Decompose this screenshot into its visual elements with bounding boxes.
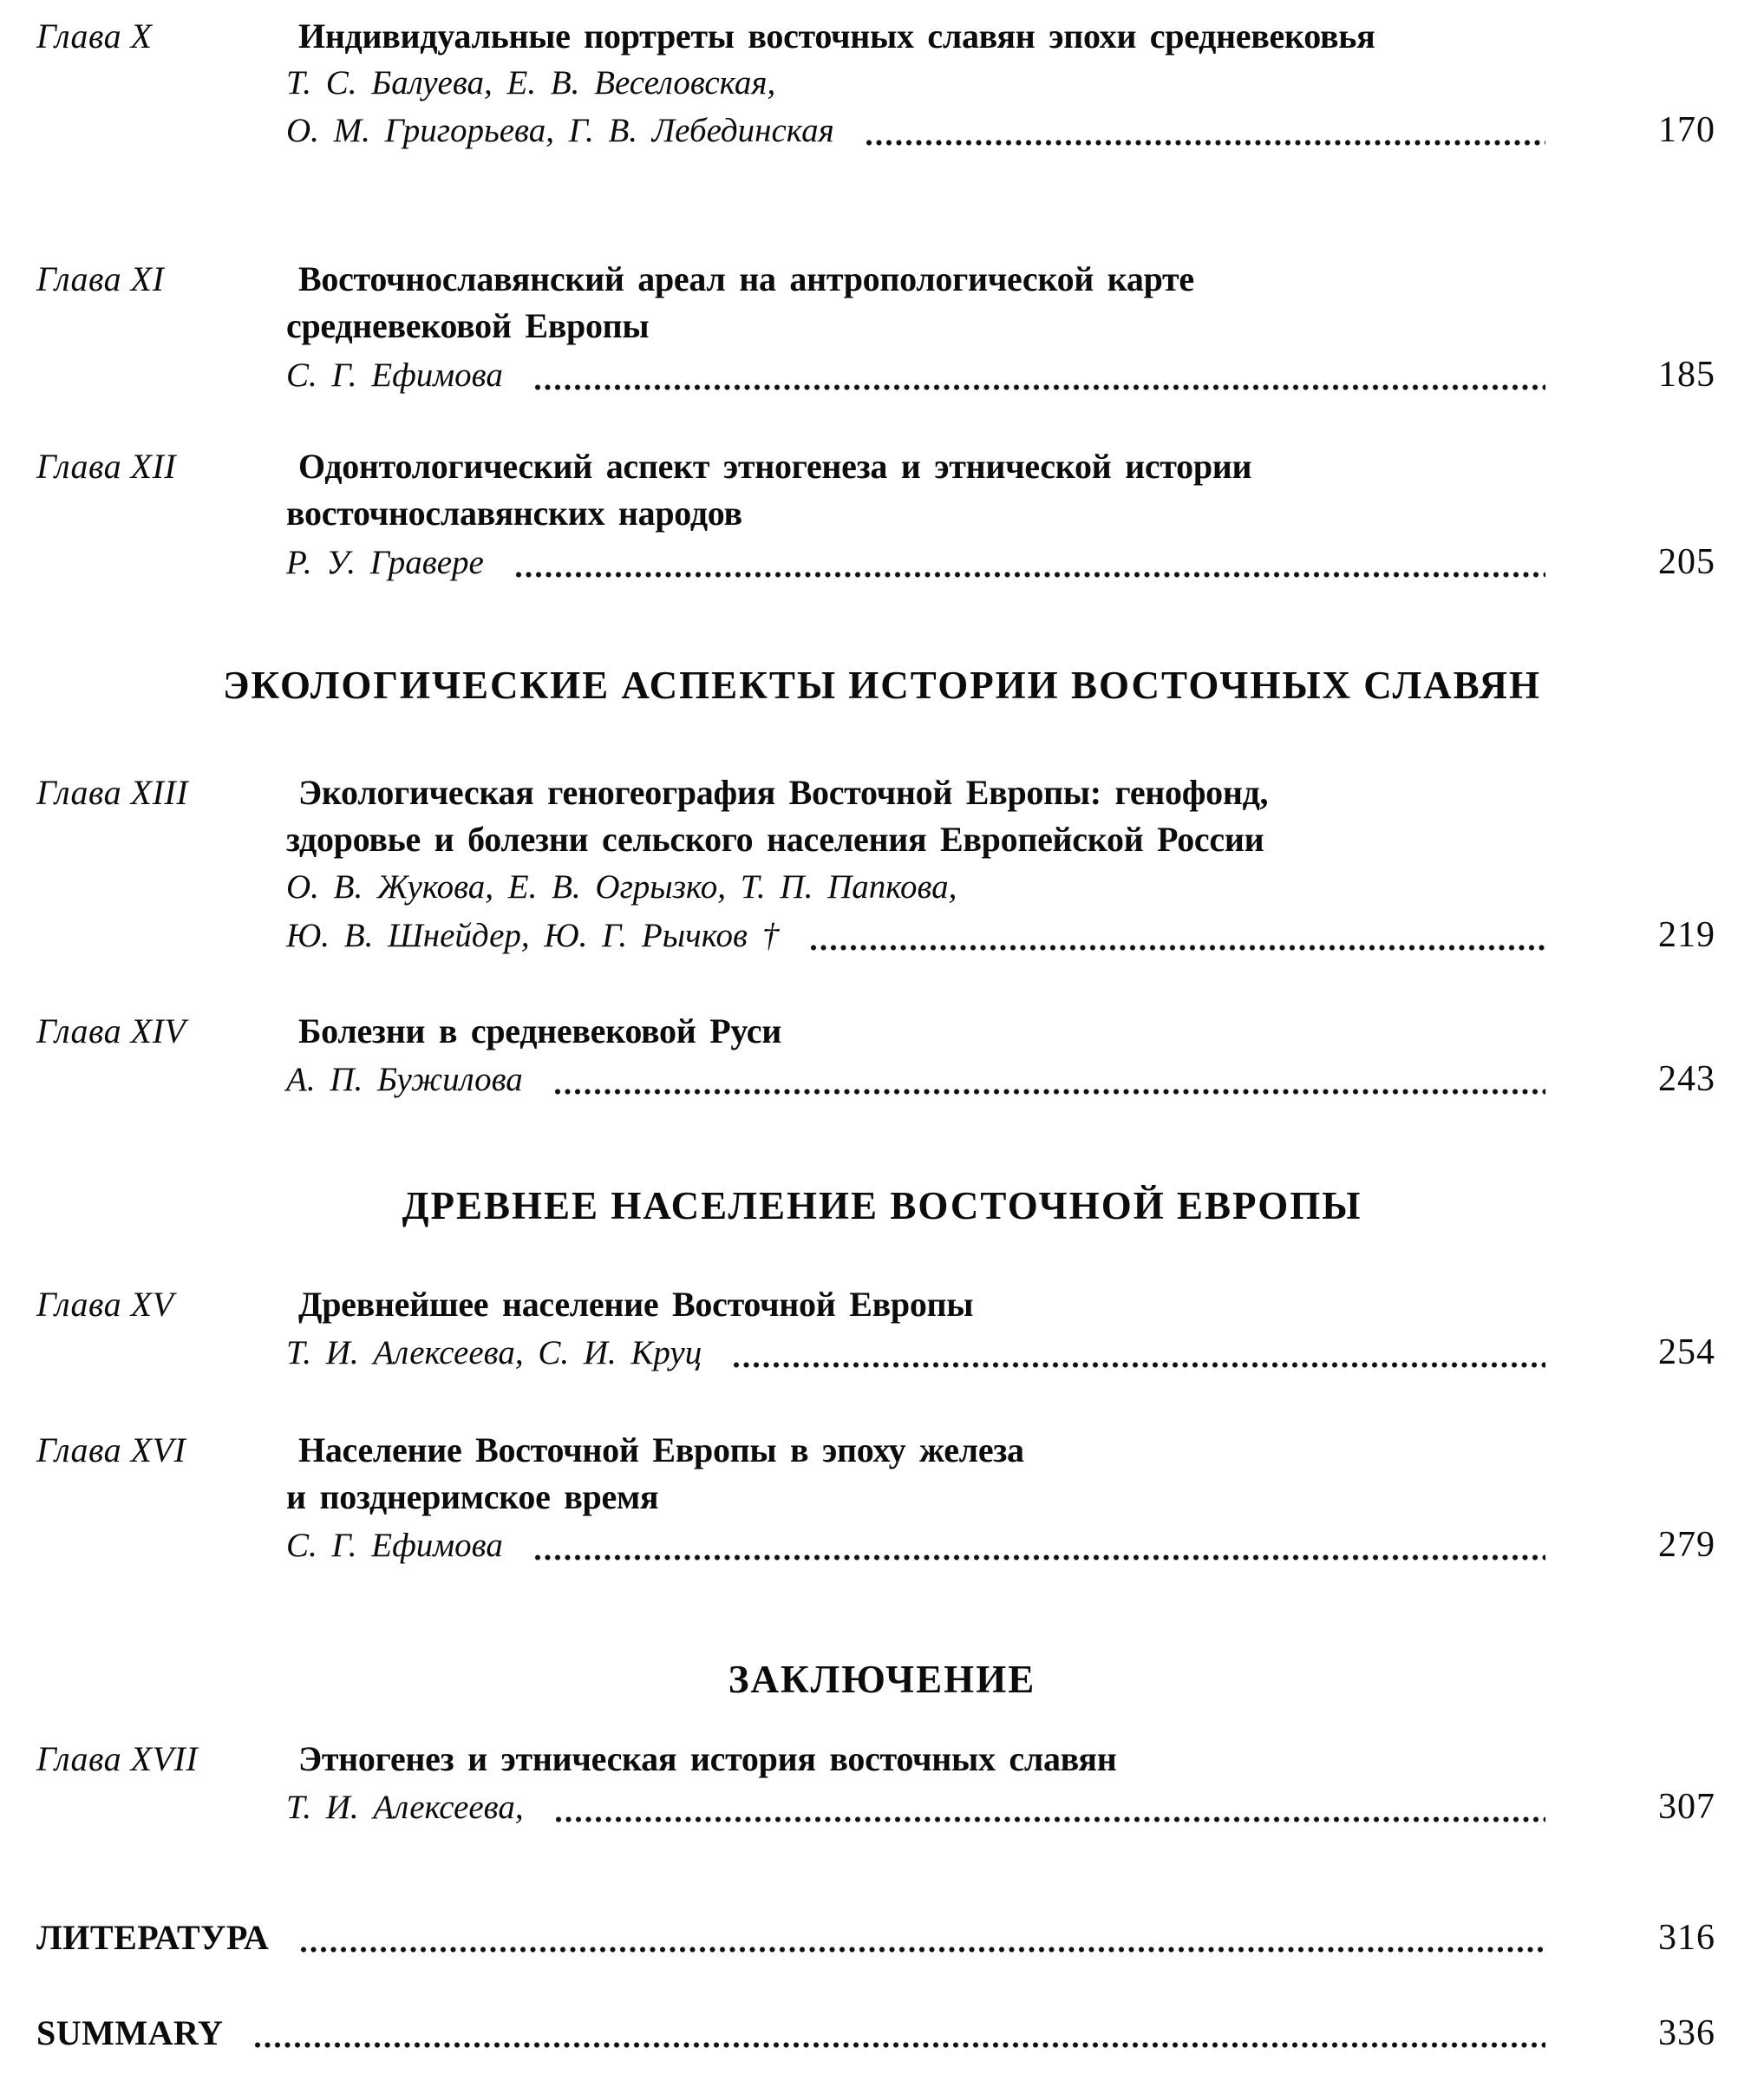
toc-entry-row bbox=[0, 1282, 1764, 1327]
toc-entry-row bbox=[0, 257, 1764, 302]
chapter-title-line: здоровье и болезни сельского населения Европейской России bbox=[286, 820, 1264, 859]
author-line: О. М. Григорьева, Г. В. Лебединская bbox=[286, 112, 834, 149]
dotted-leader bbox=[733, 1361, 1545, 1369]
chapter-label: Глава XIV bbox=[36, 1011, 186, 1050]
author-line: Ю. В. Шнейдер, Ю. Г. Рычков † bbox=[286, 917, 780, 954]
toc-entry-row bbox=[0, 540, 1764, 586]
page-number: 219 bbox=[1658, 915, 1715, 955]
author-line: Р. У. Гравере bbox=[286, 544, 484, 581]
toc-entry-row bbox=[0, 108, 1764, 154]
backmatter-label: SUMMARY bbox=[36, 2013, 224, 2052]
backmatter-label: ЛИТЕРАТУРА bbox=[36, 1918, 270, 1957]
toc-entry-row bbox=[0, 444, 1764, 489]
author-line: Т. И. Алексеева, С. И. Круц bbox=[286, 1334, 702, 1371]
chapter-title-line: Население Восточной Европы в эпоху железа bbox=[298, 1430, 1024, 1469]
chapter-label: Глава XI bbox=[36, 259, 165, 298]
page-number: 243 bbox=[1658, 1059, 1715, 1099]
toc-entry-row bbox=[0, 1009, 1764, 1054]
dotted-leader bbox=[866, 139, 1545, 147]
section-heading: ЭКОЛОГИЧЕСКИЕ АСПЕКТЫ ИСТОРИИ ВОСТОЧНЫХ СЛАВЯН bbox=[223, 664, 1541, 707]
toc-entry-row bbox=[0, 1057, 1764, 1103]
toc-entry-row bbox=[0, 1330, 1764, 1376]
chapter-title-line: Индивидуальные портреты восточных славян эпохи средневековья bbox=[298, 16, 1375, 56]
author-line: С. Г. Ефимова bbox=[286, 357, 503, 394]
toc-entry-row bbox=[0, 491, 1764, 536]
chapter-title-line: Экологическая геногеография Восточной Европы: генофонд, bbox=[298, 773, 1269, 812]
dotted-leader bbox=[534, 1554, 1545, 1561]
dotted-leader bbox=[300, 1946, 1545, 1953]
page-number: 307 bbox=[1658, 1787, 1715, 1827]
toc-entry-row bbox=[0, 1737, 1764, 1782]
author-line: О. В. Жукова, Е. В. Огрызко, Т. П. Папкова, bbox=[286, 868, 957, 906]
chapter-label: Глава XVI bbox=[36, 1430, 186, 1469]
chapter-title-line: Восточнославянский ареал на антропологической карте bbox=[298, 259, 1194, 298]
chapter-label: Глава XV bbox=[36, 1285, 174, 1324]
summary-entry bbox=[36, 2011, 1764, 2056]
toc-entry-row bbox=[0, 1475, 1764, 1520]
chapter-title-line: и позднеримское время bbox=[286, 1477, 659, 1516]
dotted-leader bbox=[254, 2041, 1545, 2049]
author-line: Т. И. Алексеева, bbox=[286, 1789, 524, 1826]
chapter-title-line: средневековой Европы bbox=[286, 306, 650, 345]
chapter-title-line: восточнославянских народов bbox=[286, 494, 742, 533]
page-number: 254 bbox=[1658, 1332, 1715, 1372]
toc-entry-row bbox=[0, 865, 1764, 910]
chapter-title-line: Болезни в средневековой Руси bbox=[298, 1011, 782, 1050]
dotted-leader bbox=[810, 944, 1545, 952]
chapter-label: Глава XVII bbox=[36, 1739, 199, 1778]
author-line: С. Г. Ефимова bbox=[286, 1527, 503, 1564]
dotted-leader bbox=[515, 571, 1545, 579]
chapter-title-line: Одонтологический аспект этногенеза и этнической истории bbox=[298, 447, 1252, 486]
literature-entry bbox=[36, 1915, 1764, 1960]
toc-entry-row bbox=[0, 1428, 1764, 1473]
page-number: 205 bbox=[1658, 542, 1715, 582]
chapter-label: Глава XIII bbox=[36, 773, 189, 812]
toc-entry-row bbox=[0, 61, 1764, 106]
page-number: 316 bbox=[1658, 1918, 1715, 1958]
author-line: Т. С. Балуева, Е. В. Веселовская, bbox=[286, 64, 776, 101]
section-heading: ЗАКЛЮЧЕНИЕ bbox=[728, 1658, 1036, 1701]
dotted-leader bbox=[534, 383, 1545, 391]
toc-entry-row bbox=[0, 352, 1764, 398]
dotted-leader bbox=[555, 1816, 1545, 1823]
toc-entry-row bbox=[0, 913, 1764, 959]
chapter-title-line: Древнейшее население Восточной Европы bbox=[298, 1285, 974, 1324]
dotted-leader bbox=[554, 1088, 1545, 1096]
section-heading: ДРЕВНЕЕ НАСЕЛЕНИЕ ВОСТОЧНОЙ ЕВРОПЫ bbox=[402, 1184, 1362, 1227]
toc-entry-row bbox=[0, 1784, 1764, 1830]
page-number: 279 bbox=[1658, 1525, 1715, 1565]
chapter-label: Глава X bbox=[36, 16, 153, 56]
chapter-label: Глава XII bbox=[36, 447, 177, 486]
page-number: 170 bbox=[1658, 110, 1715, 150]
toc-entry-row bbox=[0, 304, 1764, 349]
page-number: 185 bbox=[1658, 355, 1715, 395]
toc-entry-row bbox=[0, 770, 1764, 815]
page-number: 336 bbox=[1658, 2013, 1715, 2053]
chapter-title-line: Этногенез и этническая история восточных славян bbox=[298, 1739, 1117, 1778]
toc-entry-row bbox=[0, 817, 1764, 862]
toc-entry-row bbox=[0, 14, 1764, 59]
author-line: А. П. Бужилова bbox=[286, 1061, 523, 1098]
toc-entry-row bbox=[0, 1522, 1764, 1568]
